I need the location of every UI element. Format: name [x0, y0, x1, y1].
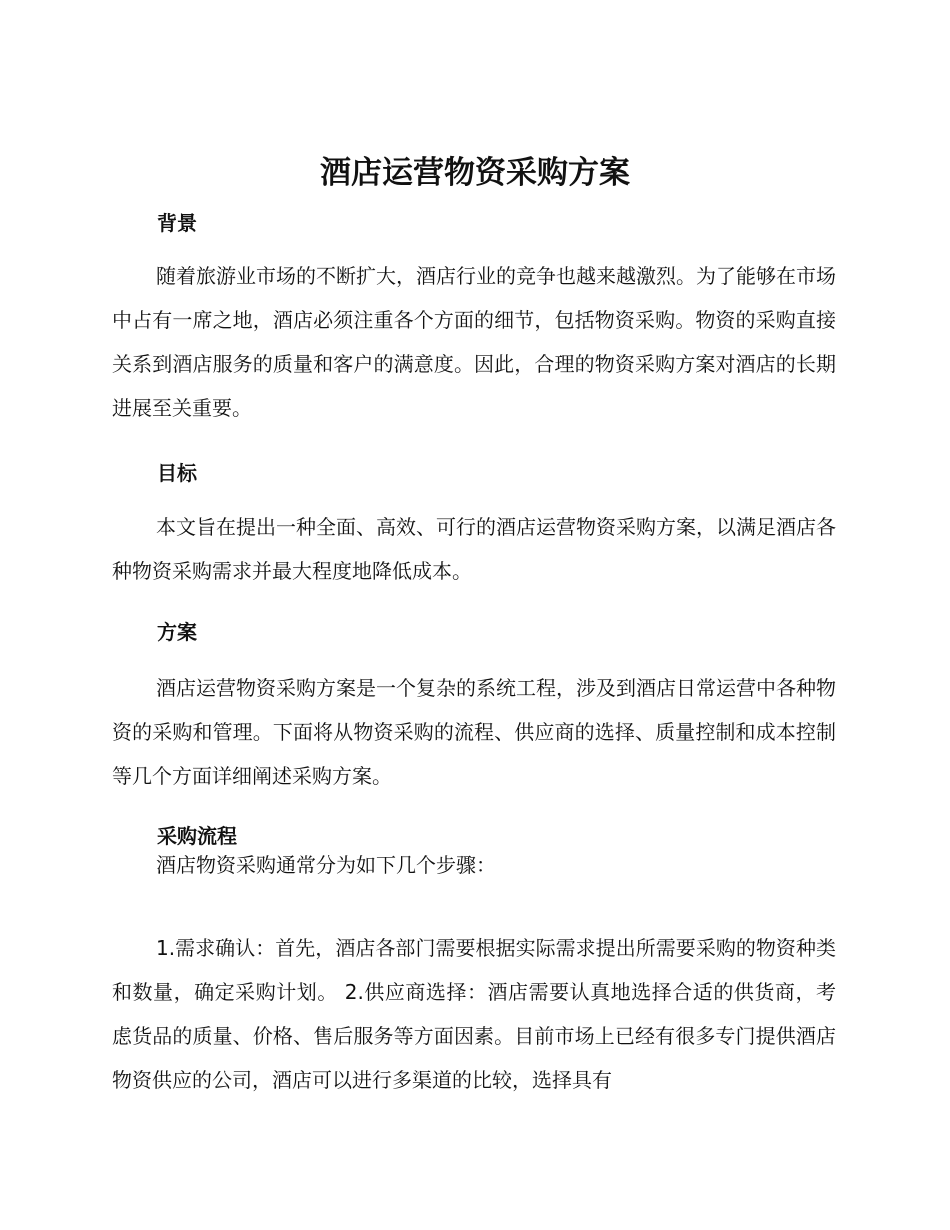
section-paragraph-procurement-intro: 酒店物资采购通常分为如下几个步骤：	[156, 853, 496, 877]
document-title: 酒店运营物资采购方案	[320, 155, 630, 191]
section-heading-plan: 方案	[157, 620, 197, 644]
section-paragraph-goal: 本文旨在提出一种全面、高效、可行的酒店运营物资采购方案，以满足酒店各种物资采购需求并最大程度地降低成本。	[112, 515, 836, 583]
section-heading-procurement-process: 采购流程	[157, 824, 237, 848]
section-paragraph-background: 随着旅游业市场的不断扩大，酒店行业的竞争也越来越激烈。为了能够在市场中占有一席之地，酒店必须注重各个方面的细节，包括物资采购。物资的采购直接关系到酒店服务的质量和客户的满意度。因此，合理的物资采购方案对酒店的长期进展至关重要。	[112, 264, 836, 420]
section-heading-background: 背景	[157, 211, 197, 235]
section-paragraph-procurement-steps: 1.需求确认：首先，酒店各部门需要根据实际需求提出所需要采购的物资种类和数量，确定采购计划。 2.供应商选择：酒店需要认真地选择合适的供货商，考虑货品的质量、价格、售后服务等方面因素。目前市场上已经有很多专门提供酒店物资供应的公司，酒店可以进行多渠道的比较，选择具有	[112, 936, 836, 1092]
section-paragraph-plan: 酒店运营物资采购方案是一个复杂的系统工程，涉及到酒店日常运营中各种物资的采购和管理。下面将从物资采购的流程、供应商的选择、质量控制和成本控制等几个方面详细阐述采购方案。	[112, 676, 836, 788]
section-heading-goal: 目标	[157, 461, 197, 485]
